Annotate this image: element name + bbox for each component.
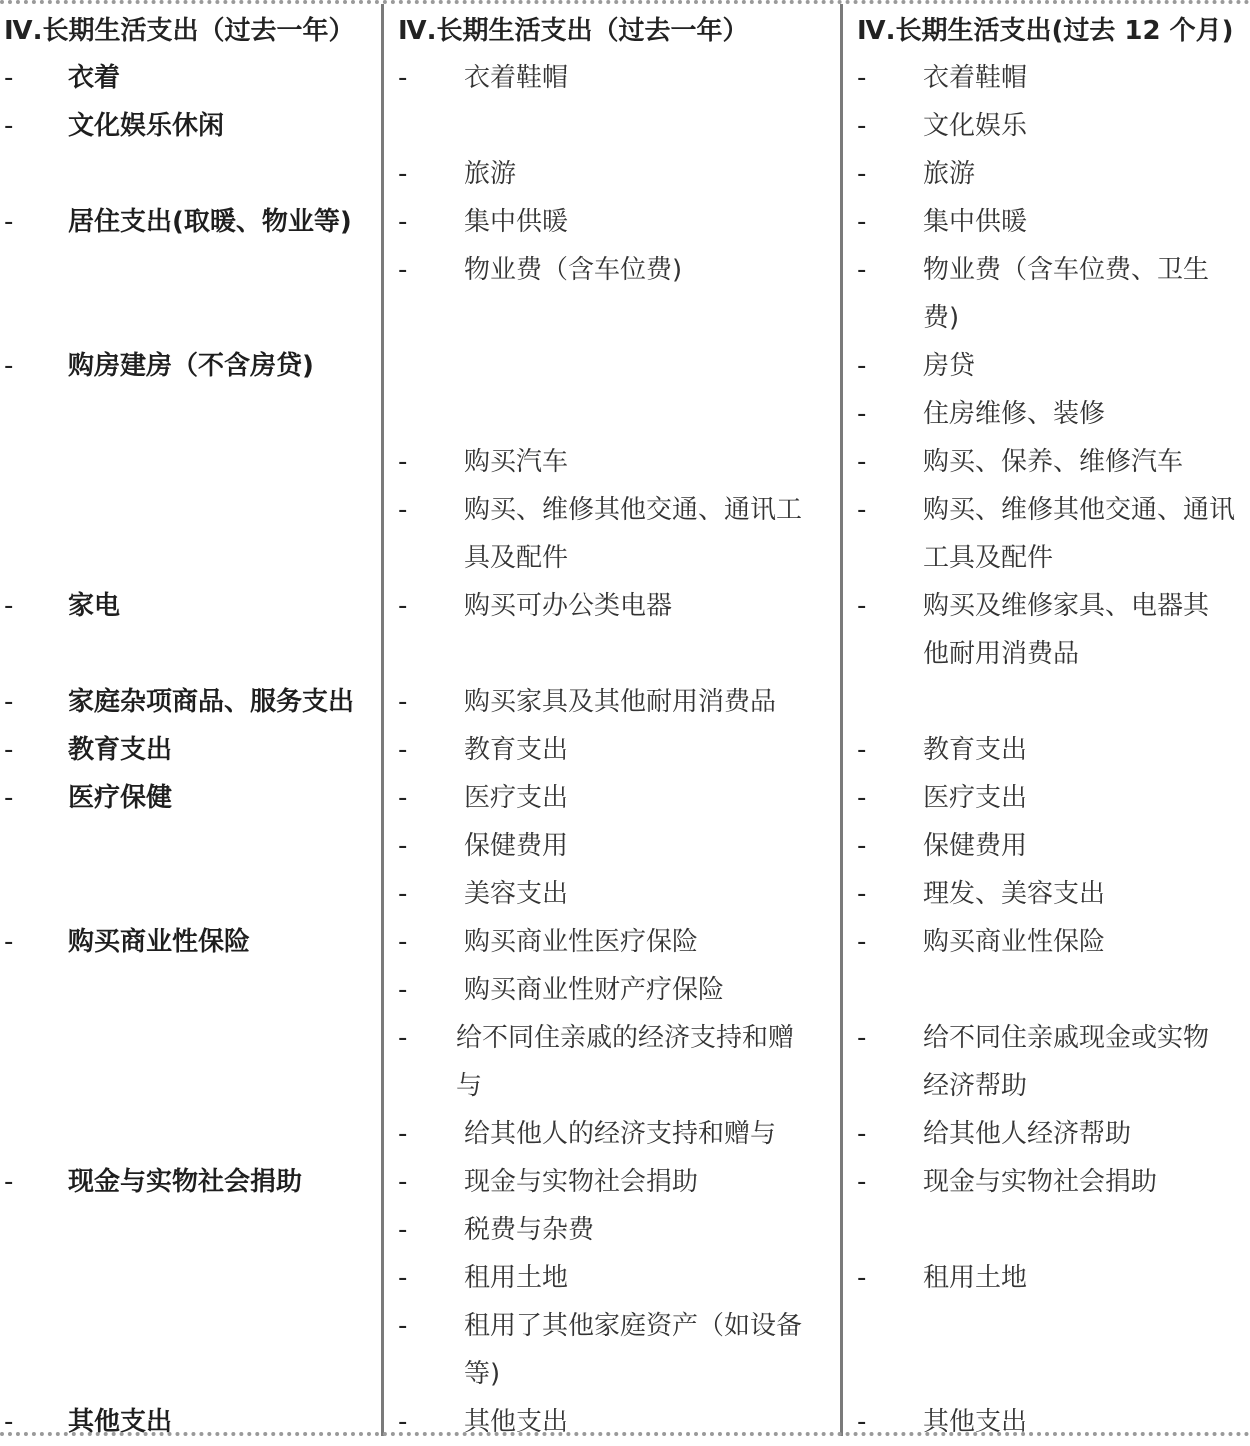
- row-text: 其他支出: [923, 1407, 1028, 1437]
- row-dash: -: [4, 591, 14, 621]
- row-dash: -: [4, 687, 14, 717]
- row-text: 医疗支出: [464, 783, 569, 813]
- row-dash: -: [398, 495, 408, 525]
- row-dash: -: [398, 447, 408, 477]
- row-text: 具及配件: [464, 543, 569, 573]
- row-text: 旅游: [923, 159, 976, 189]
- row-dash: -: [857, 1023, 867, 1053]
- row-text: 等): [464, 1359, 501, 1389]
- row-dash: -: [857, 495, 867, 525]
- row-text: 房贷: [923, 351, 976, 381]
- row-text: 集中供暖: [464, 207, 569, 237]
- row-text: 购买、保养、维修汽车: [923, 447, 1184, 477]
- row-text: 其他支出: [464, 1407, 569, 1437]
- row-text: 保健费用: [923, 831, 1028, 861]
- row-dash: -: [398, 159, 408, 189]
- row-text: 租用土地: [464, 1263, 569, 1293]
- row-text: 物业费（含车位费): [464, 255, 683, 285]
- row-dash: -: [857, 111, 867, 141]
- row-text: 教育支出: [464, 735, 569, 765]
- row-dash: -: [398, 831, 408, 861]
- row-dash: -: [398, 735, 408, 765]
- row-dash: -: [398, 1023, 408, 1053]
- row-dash: -: [857, 1407, 867, 1437]
- row-text: 给其他人经济帮助: [923, 1119, 1132, 1149]
- row-dash: -: [398, 255, 408, 285]
- row-dash: -: [398, 591, 408, 621]
- row-text: 购买家具及其他耐用消费品: [464, 687, 777, 717]
- row-text: 保健费用: [464, 831, 569, 861]
- row-text: 住房维修、装修: [923, 399, 1106, 429]
- row-dash: -: [398, 879, 408, 909]
- row-dash: -: [857, 1263, 867, 1293]
- row-dash: -: [4, 927, 14, 957]
- row-dash: -: [398, 1311, 408, 1341]
- column-middle: [381, 4, 840, 1436]
- row-text: 物业费（含车位费、卫生: [923, 255, 1210, 285]
- column-header: Ⅳ.长期生活支出(过去 12 个月): [857, 16, 1234, 46]
- row-dash: -: [857, 255, 867, 285]
- row-text: 购房建房（不含房贷): [68, 351, 314, 381]
- row-dash: -: [398, 207, 408, 237]
- row-text: 家电: [68, 591, 121, 621]
- row-dash: -: [857, 735, 867, 765]
- row-text: 购买商业性保险: [68, 927, 251, 957]
- row-dash: -: [398, 1215, 408, 1245]
- row-text: 居住支出(取暖、物业等): [68, 207, 352, 237]
- row-dash: -: [398, 63, 408, 93]
- row-dash: -: [857, 783, 867, 813]
- row-dash: -: [398, 687, 408, 717]
- row-dash: -: [857, 1167, 867, 1197]
- row-text: 现金与实物社会捐助: [464, 1167, 699, 1197]
- column-left: [0, 4, 381, 1436]
- row-dash: -: [398, 1263, 408, 1293]
- row-dash: -: [4, 111, 14, 141]
- row-dash: -: [4, 1167, 14, 1197]
- row-text: 旅游: [464, 159, 517, 189]
- row-dash: -: [4, 735, 14, 765]
- row-text: 他耐用消费品: [923, 639, 1080, 669]
- row-text: 理发、美容支出: [923, 879, 1106, 909]
- row-text: 与: [456, 1071, 483, 1101]
- row-text: 衣着鞋帽: [464, 63, 569, 93]
- row-text: 现金与实物社会捐助: [68, 1167, 303, 1197]
- row-text: 衣着: [68, 63, 121, 93]
- row-text: 购买商业性医疗保险: [464, 927, 699, 957]
- row-dash: -: [857, 591, 867, 621]
- row-dash: -: [398, 783, 408, 813]
- row-dash: -: [4, 63, 14, 93]
- row-dash: -: [857, 399, 867, 429]
- row-dash: -: [398, 927, 408, 957]
- row-dash: -: [857, 159, 867, 189]
- row-text: 文化娱乐: [923, 111, 1028, 141]
- row-text: 购买汽车: [464, 447, 569, 477]
- row-dash: -: [857, 207, 867, 237]
- row-text: 购买、维修其他交通、通讯: [923, 495, 1236, 525]
- row-dash: -: [398, 975, 408, 1005]
- row-text: 教育支出: [68, 735, 173, 765]
- row-dash: -: [4, 1407, 14, 1437]
- row-text: 给其他人的经济支持和赠与: [464, 1119, 777, 1149]
- row-dash: -: [398, 1167, 408, 1197]
- row-text: 教育支出: [923, 735, 1028, 765]
- row-text: 医疗支出: [923, 783, 1028, 813]
- row-text: 给不同住亲戚的经济支持和赠: [456, 1023, 795, 1053]
- row-text: 文化娱乐休闲: [68, 111, 225, 141]
- row-dash: -: [857, 447, 867, 477]
- row-text: 工具及配件: [923, 543, 1054, 573]
- row-dash: -: [398, 1407, 408, 1437]
- row-text: 税费与杂费: [464, 1215, 595, 1245]
- row-dash: -: [857, 879, 867, 909]
- row-dash: -: [857, 351, 867, 381]
- row-text: 衣着鞋帽: [923, 63, 1028, 93]
- row-dash: -: [857, 1119, 867, 1149]
- row-dash: -: [857, 63, 867, 93]
- row-text: 租用土地: [923, 1263, 1028, 1293]
- column-header: Ⅳ.长期生活支出（过去一年）: [4, 16, 355, 46]
- row-text: 集中供暖: [923, 207, 1028, 237]
- row-text: 费): [923, 303, 960, 333]
- column-header: Ⅳ.长期生活支出（过去一年）: [398, 16, 749, 46]
- row-text: 经济帮助: [923, 1071, 1028, 1101]
- row-text: 其他支出: [68, 1407, 173, 1437]
- row-text: 购买、维修其他交通、通讯工: [464, 495, 803, 525]
- row-text: 购买商业性财产疗保险: [464, 975, 725, 1005]
- row-text: 给不同住亲戚现金或实物: [923, 1023, 1210, 1053]
- row-text: 医疗保健: [68, 783, 173, 813]
- row-text: 购买商业性保险: [923, 927, 1106, 957]
- row-dash: -: [4, 207, 14, 237]
- row-dash: -: [4, 783, 14, 813]
- row-text: 租用了其他家庭资产（如设备: [464, 1311, 803, 1341]
- row-dash: -: [857, 927, 867, 957]
- table-bottom-border: [0, 1432, 1250, 1436]
- row-text: 美容支出: [464, 879, 569, 909]
- row-text: 购买可办公类电器: [464, 591, 673, 621]
- row-text: 购买及维修家具、电器其: [923, 591, 1210, 621]
- column-right: [840, 4, 1250, 1436]
- row-text: 现金与实物社会捐助: [923, 1167, 1158, 1197]
- row-text: 家庭杂项商品、服务支出: [68, 687, 355, 717]
- row-dash: -: [857, 831, 867, 861]
- row-dash: -: [398, 1119, 408, 1149]
- row-dash: -: [4, 351, 14, 381]
